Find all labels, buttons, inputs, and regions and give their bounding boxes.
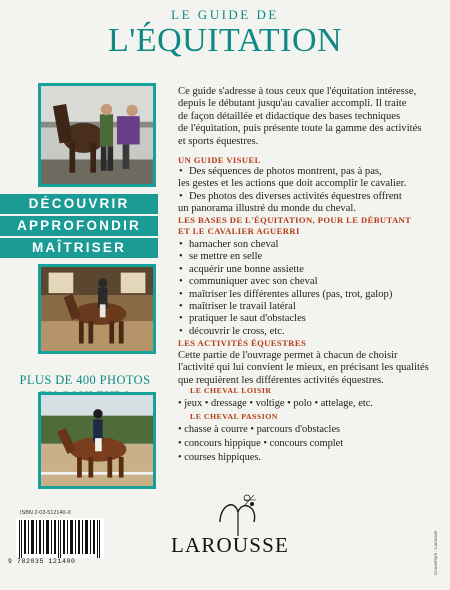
list-guide-visuel: [178, 166, 438, 216]
loisir-item: jeux: [184, 398, 203, 409]
intro-line: depuis le débutant jusqu'au cavalier accompli. Il traite: [178, 98, 407, 110]
list-item: • découvrir le cross, etc.: [178, 326, 438, 338]
activities-intro-line: Cette partie de l'ouvrage permet à chacun de choisir: [178, 350, 398, 361]
loisir-row: [178, 398, 373, 409]
list-item-text: • Des photos des diverses activités équestres offrent: [189, 190, 402, 202]
heading-cheval-loisir: LE CHEVAL LOISIR: [190, 386, 272, 395]
list-item-text: • Des séquences de photos montrent, pas à pas,: [189, 166, 382, 177]
passion-item: concours hippique: [184, 438, 261, 449]
activities-intro-line: que requièrent les différentes activités équestres.: [178, 374, 384, 386]
publisher-logo: LAROUSSE: [170, 533, 290, 557]
band-maitriser: MAÎTRISER: [0, 238, 158, 258]
bullet: •: [178, 398, 185, 409]
list-item: [178, 166, 438, 191]
loisir-item: voltige: [255, 398, 285, 409]
bullet: •: [250, 424, 257, 435]
bullet: •: [314, 398, 321, 409]
list-item: • maîtriser les différentes allures (pas, trot, galop): [178, 289, 438, 301]
passion-row: [178, 424, 340, 435]
heading-bases-line2: ET LE CAVALIER AGUERRI: [178, 226, 300, 236]
larousse-dandelion-logo: [214, 492, 262, 536]
passion-item: courses hippiques.: [184, 452, 262, 463]
isbn-number: ISBN 2-03-512140-X: [20, 510, 72, 516]
list-item: • pratiquer le saut d'obstacles: [178, 313, 438, 325]
barcode: [8, 510, 108, 566]
photo-dressage-outdoor: [38, 392, 156, 489]
passion-row: [178, 452, 261, 463]
photo-saddling: [38, 83, 156, 187]
heading-bases: [178, 215, 438, 237]
intro-line: et sports équestres.: [178, 135, 259, 147]
bullet: •: [178, 452, 185, 463]
list-item: • acquérir une bonne assiette: [178, 264, 438, 276]
loisir-item: attelage, etc.: [320, 398, 373, 409]
cover-subtitle: LE GUIDE DE: [171, 7, 279, 22]
passion-item: concours complet: [269, 438, 344, 449]
ean-number: 9 782035 121400: [8, 558, 76, 565]
intro-line: de l'équitation, puis présente toute la gamme des activités: [178, 123, 422, 135]
list-item: [178, 191, 438, 216]
intro-line: de façon détaillée et didactique des bases techniques: [178, 110, 401, 122]
barcode-bars: [16, 518, 104, 558]
photo-rider-arena: [38, 264, 156, 354]
heading-guide-visuel: UN GUIDE VISUEL: [178, 155, 261, 165]
bullet: •: [178, 438, 185, 449]
heading-cheval-passion: LE CHEVAL PASSION: [190, 412, 278, 421]
list-item: • se mettre en selle: [178, 251, 438, 263]
list-item: • communiquer avec son cheval: [178, 276, 438, 288]
bullet: •: [204, 398, 211, 409]
intro-paragraph: [178, 86, 440, 148]
passion-item: parcours d'obstacles: [256, 424, 341, 435]
photos-caption-line1: PLUS DE 400 PHOTOS: [19, 373, 151, 387]
loisir-item: dressage: [211, 398, 247, 409]
intro-line: Ce guide s'adresse à tous ceux que l'équitation intéresse,: [178, 86, 417, 97]
cover-title: L'ÉQUITATION: [107, 22, 343, 59]
heading-activites: LES ACTIVITÉS ÉQUESTRES: [178, 338, 307, 348]
activities-intro: [178, 350, 434, 387]
bullet: •: [263, 438, 270, 449]
list-item: • harnacher son cheval: [178, 239, 438, 251]
list-item: • maîtriser le travail latéral: [178, 301, 438, 313]
passion-item: chasse à courre: [184, 424, 248, 435]
bullet: •: [249, 398, 256, 409]
list-item-text: les gestes et les actions que doit accomplir le cavalier.: [178, 178, 407, 190]
bullet: •: [287, 398, 294, 409]
heading-bases-line1: LES BASES DE L'ÉQUITATION, POUR LE DÉBUTANT: [178, 215, 412, 225]
activities-intro-line: l'activité qui lui convient le mieux, en précisant les qualités: [178, 362, 429, 374]
band-approfondir: APPROFONDIR: [0, 216, 158, 236]
list-bases: [178, 239, 438, 338]
bullet: •: [178, 424, 185, 435]
loisir-item: polo: [293, 398, 312, 409]
passion-row: [178, 438, 343, 449]
list-item-text: un panorama illustré du monde du cheval.: [178, 203, 356, 215]
band-decouvrir: DÉCOUVRIR: [0, 194, 158, 214]
side-print: Couverture : Larousse: [433, 530, 438, 575]
